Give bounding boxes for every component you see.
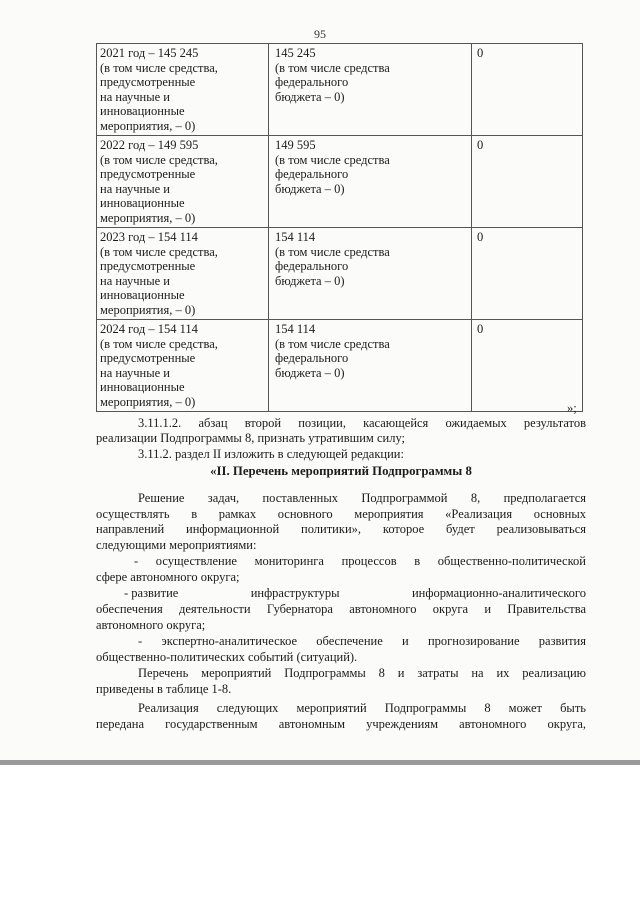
bullet1-line1: - осуществление мониторинга процессов в общественно-политической [134, 554, 586, 568]
federal-budget-cell-line: (в том числе средства [275, 336, 390, 351]
year-total-cell-line: мероприятия, – 0) [100, 302, 196, 317]
federal-budget-cell-line: федерального [275, 351, 349, 365]
zero-value-cell: 0 [472, 320, 583, 412]
year-total-cell-line: инновационные [100, 104, 185, 118]
bullet2-word3: информационно-аналитического [411, 586, 586, 600]
year-total-cell-line: инновационные [100, 196, 185, 210]
item-3-11-2: 3.11.2. раздел II изложить в следующей редакции: [138, 447, 404, 461]
section-heading: «II. Перечень мероприятий Подпрограммы 8 [210, 464, 472, 478]
para1-line4: следующими мероприятиями: [96, 538, 257, 552]
federal-budget-cell-line: 154 114 [275, 230, 316, 244]
year-total-cell-line: мероприятия, – 0) [100, 394, 196, 409]
bullet2-line3: автономного округа; [96, 618, 206, 632]
para2-line2: приведены в таблице 1-8. [96, 682, 232, 696]
bullet2-line1 [124, 586, 586, 601]
bullet2-line2: обеспечения деятельности Губернатора автономного округа и Правительства [96, 602, 586, 616]
para1-line2: осуществлять в рамках основного мероприятия «Реализация основных [96, 507, 586, 521]
federal-budget-cell [269, 228, 472, 320]
table-row [97, 320, 583, 412]
para3-line1: Реализация следующих мероприятий Подпрограммы 8 может быть [138, 701, 586, 715]
year-total-cell [97, 44, 269, 136]
year-total-cell-line: инновационные [100, 288, 185, 302]
zero-value-cell: 0 [472, 44, 583, 136]
year-total-cell-line: предусмотренные [100, 259, 196, 273]
table-row [97, 136, 583, 228]
federal-budget-cell [269, 44, 472, 136]
item-3-11-1-2-line1: 3.11.1.2. абзац второй позиции, касающейся ожидаемых результатов [138, 416, 586, 430]
year-total-cell [97, 228, 269, 320]
table-row [97, 44, 583, 136]
item-3-11-1-2-line2: реализации Подпрограммы 8, признать утратившим силу; [96, 431, 405, 445]
bullet2-word1: - развитие [124, 586, 179, 600]
para2-line1: Перечень мероприятий Подпрограммы 8 и затраты на их реализацию [138, 666, 586, 680]
bullet2-word2: инфраструктуры [250, 586, 340, 600]
bullet1-line2: сфере автономного округа; [96, 570, 240, 584]
bullet3-line2: общественно-политических событий (ситуаций). [96, 650, 358, 664]
para1-line1: Решение задач, поставленных Подпрограммой 8, предполагается [138, 491, 586, 505]
federal-budget-cell-line: 154 114 [275, 322, 316, 336]
year-total-cell [97, 320, 269, 412]
federal-budget-cell-line: бюджета – 0) [275, 273, 345, 288]
year-total-cell-line: (в том числе средства, [100, 336, 218, 351]
year-total-cell-line: мероприятия, – 0) [100, 118, 196, 133]
bullet3-line1: - экспертно-аналитическое обеспечение и прогнозирование развития [138, 634, 586, 648]
year-total-cell-line: на научные и [100, 273, 170, 288]
year-total-cell-line: 2021 год – 145 245 [100, 46, 199, 60]
federal-budget-cell [269, 136, 472, 228]
federal-budget-cell-line: (в том числе средства [275, 60, 390, 75]
federal-budget-cell-line: 149 595 [275, 138, 316, 152]
year-total-cell-line: (в том числе средства, [100, 152, 218, 167]
page-number: 95 [314, 27, 326, 41]
year-total-cell-line: (в том числе средства, [100, 60, 218, 75]
federal-budget-cell-line: (в том числе средства [275, 244, 390, 259]
year-total-cell [97, 136, 269, 228]
year-total-cell-line: 2023 год – 154 114 [100, 230, 198, 244]
federal-budget-cell-line: 145 245 [275, 46, 316, 60]
para3-line2: передана государственным автономным учреждениям автономного округа, [96, 717, 586, 731]
federal-budget-cell-line: бюджета – 0) [275, 181, 345, 196]
year-total-cell-line: 2024 год – 154 114 [100, 322, 198, 336]
year-total-cell-line: (в том числе средства, [100, 244, 218, 259]
federal-budget-cell-line: (в том числе средства [275, 152, 390, 167]
year-total-cell-line: мероприятия, – 0) [100, 210, 196, 225]
year-total-cell-line: на научные и [100, 365, 170, 380]
federal-budget-cell [269, 320, 472, 412]
table-row [97, 228, 583, 320]
year-total-cell-line: предусмотренные [100, 75, 196, 89]
year-total-cell-line: 2022 год – 149 595 [100, 138, 199, 152]
zero-value-cell: 0 [472, 136, 583, 228]
year-total-cell-line: на научные и [100, 89, 170, 104]
federal-budget-cell-line: федерального [275, 75, 349, 89]
budget-table [96, 43, 583, 412]
para1-line3: направлений информационной политики», которое будет реализовываться [96, 522, 586, 536]
federal-budget-cell-line: федерального [275, 259, 349, 273]
year-total-cell-line: инновационные [100, 380, 185, 394]
year-total-cell-line: предусмотренные [100, 351, 196, 365]
federal-budget-cell-line: бюджета – 0) [275, 89, 345, 104]
zero-value-cell: 0 [472, 228, 583, 320]
quote-end: »; [567, 401, 577, 415]
year-total-cell-line: на научные и [100, 181, 170, 196]
year-total-cell-line: предусмотренные [100, 167, 196, 181]
federal-budget-cell-line: федерального [275, 167, 349, 181]
federal-budget-cell-line: бюджета – 0) [275, 365, 345, 380]
